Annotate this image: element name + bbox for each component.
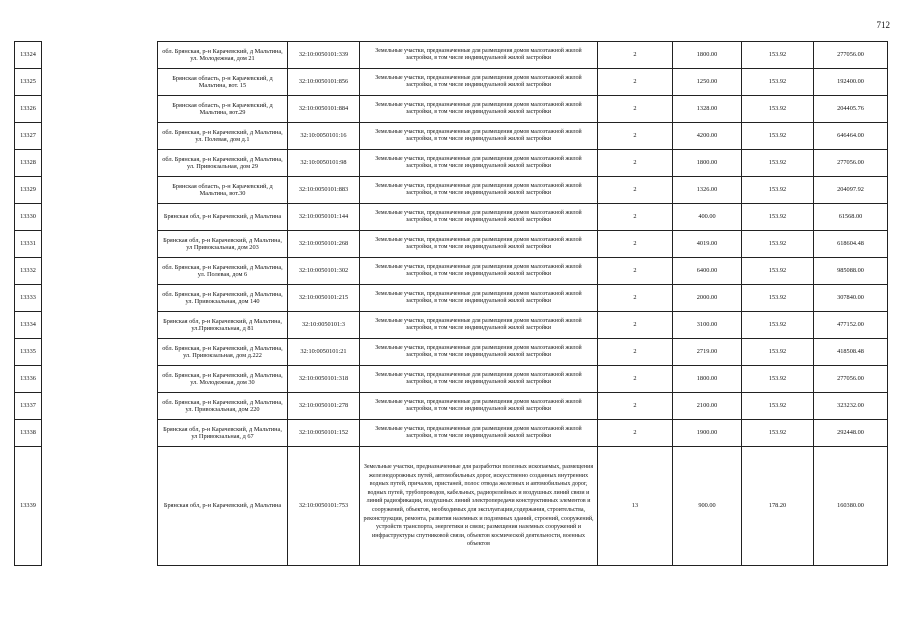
- cadastral-value-cell: 277056.00: [814, 150, 888, 177]
- cadastral-number-cell: 32:10:0050101:753: [288, 447, 360, 566]
- spacer-cell: [42, 339, 158, 366]
- area-cell: 1800.00: [673, 150, 742, 177]
- table-row: [15, 177, 888, 204]
- table-row: [15, 393, 888, 420]
- group-cell: 2: [598, 42, 673, 69]
- group-cell: 2: [598, 285, 673, 312]
- cadastral-value-cell: 160380.00: [814, 447, 888, 566]
- cadastral-number-cell: 32:10:0050101:144: [288, 204, 360, 231]
- area-cell: 2100.00: [673, 393, 742, 420]
- cadastral-number-cell: 32:10:0050101:21: [288, 339, 360, 366]
- cadastral-number-cell: 32:10:0050101:268: [288, 231, 360, 258]
- address-cell: Брянская обл, р-н Карачевский, д Мальтина, ул Привокзальная, д 67: [158, 420, 288, 447]
- spacer-cell: [42, 96, 158, 123]
- address-cell: Брянская обл, р-н Карачевский, д Мальтина: [158, 204, 288, 231]
- cadastral-number-cell: 32:10:0050101:884: [288, 96, 360, 123]
- area-cell: 1328.00: [673, 96, 742, 123]
- land-use-cell: Земельные участки, предназначенные для размещения домов малоэтажной жилой застройки, в том числе индивидуальной жилой застройки: [360, 204, 598, 231]
- area-cell: 400.00: [673, 204, 742, 231]
- table-row: [15, 366, 888, 393]
- area-cell: 4019.00: [673, 231, 742, 258]
- address-cell: обл. Брянская, р-н Карачевский, д Мальтина, ул. Привокзальная, дом 140: [158, 285, 288, 312]
- address-cell: обл. Брянская, р-н Карачевский, д Мальтина, ул. Полевая, дом 6: [158, 258, 288, 285]
- land-use-cell: Земельные участки, предназначенные для размещения домов малоэтажной жилой застройки, в том числе индивидуальной жилой застройки: [360, 285, 598, 312]
- address-cell: обл. Брянская, р-н Карачевский, д Мальтина, ул. Молодежная, дом 21: [158, 42, 288, 69]
- area-cell: 1900.00: [673, 420, 742, 447]
- cadastral-number-cell: 32:10:0050101:3: [288, 312, 360, 339]
- group-cell: 2: [598, 150, 673, 177]
- cadastral-value-cell: 307840.00: [814, 285, 888, 312]
- area-cell: 3100.00: [673, 312, 742, 339]
- address-cell: Брянская обл, р-н Карачевский, д Мальтина, ул Привокзальная, дом 203: [158, 231, 288, 258]
- cadastral-number-cell: 32:10:0050101:856: [288, 69, 360, 96]
- row-number-cell: 13324: [15, 42, 42, 69]
- specific-value-cell: 153.92: [742, 123, 814, 150]
- specific-value-cell: 178.20: [742, 447, 814, 566]
- row-number-cell: 13328: [15, 150, 42, 177]
- land-use-cell: Земельные участки, предназначенные для размещения домов малоэтажной жилой застройки, в том числе индивидуальной жилой застройки: [360, 150, 598, 177]
- specific-value-cell: 153.92: [742, 42, 814, 69]
- page-number: 712: [876, 20, 890, 30]
- area-cell: 1326.00: [673, 177, 742, 204]
- area-cell: 1800.00: [673, 366, 742, 393]
- table-row: [15, 42, 888, 69]
- land-use-cell: Земельные участки, предназначенные для размещения домов малоэтажной жилой застройки, в том числе индивидуальной жилой застройки: [360, 312, 598, 339]
- address-cell: Брянская область, р-н Карачевский, д Мальтина, вот.30: [158, 177, 288, 204]
- group-cell: 2: [598, 312, 673, 339]
- cadastral-value-cell: 985088.00: [814, 258, 888, 285]
- specific-value-cell: 153.92: [742, 204, 814, 231]
- cadastral-number-cell: 32:10:0050101:98: [288, 150, 360, 177]
- specific-value-cell: 153.92: [742, 393, 814, 420]
- cadastral-value-cell: 292448.00: [814, 420, 888, 447]
- table-row: [15, 204, 888, 231]
- group-cell: 2: [598, 366, 673, 393]
- land-use-cell: Земельные участки, предназначенные для размещения домов малоэтажной жилой застройки, в том числе индивидуальной жилой застройки: [360, 42, 598, 69]
- table-row: [15, 69, 888, 96]
- spacer-cell: [42, 393, 158, 420]
- spacer-cell: [42, 258, 158, 285]
- area-cell: 1250.00: [673, 69, 742, 96]
- address-cell: Брянская область, р-н Карачевский, д Мальтина, вот.29: [158, 96, 288, 123]
- group-cell: 2: [598, 231, 673, 258]
- cadastral-value-cell: 277056.00: [814, 42, 888, 69]
- spacer-cell: [42, 123, 158, 150]
- specific-value-cell: 153.92: [742, 312, 814, 339]
- land-use-cell: Земельные участки, предназначенные для размещения домов малоэтажной жилой застройки, в том числе индивидуальной жилой застройки: [360, 366, 598, 393]
- land-use-cell: Земельные участки, предназначенные для размещения домов малоэтажной жилой застройки, в том числе индивидуальной жилой застройки: [360, 420, 598, 447]
- cadastral-value-cell: 646464.00: [814, 123, 888, 150]
- group-cell: 2: [598, 69, 673, 96]
- group-cell: 2: [598, 393, 673, 420]
- specific-value-cell: 153.92: [742, 339, 814, 366]
- row-number-cell: 13336: [15, 366, 42, 393]
- cadastral-value-cell: 204097.92: [814, 177, 888, 204]
- cadastral-number-cell: 32:10:0050101:318: [288, 366, 360, 393]
- cadastral-number-cell: 32:10:0050101:339: [288, 42, 360, 69]
- land-use-cell: Земельные участки, предназначенные для размещения домов малоэтажной жилой застройки, в том числе индивидуальной жилой застройки: [360, 393, 598, 420]
- row-number-cell: 13334: [15, 312, 42, 339]
- land-use-cell: Земельные участки, предназначенные для размещения домов малоэтажной жилой застройки, в том числе индивидуальной жилой застройки: [360, 123, 598, 150]
- specific-value-cell: 153.92: [742, 231, 814, 258]
- specific-value-cell: 153.92: [742, 177, 814, 204]
- land-use-cell: Земельные участки, предназначенные для разработки полезных ископаемых, размещения железнодорожных путей, автомобильных дорог, искусственно созданных внутренних водных путей, причалов, пристаней, полос отвода железных и автомобильных дорог, водных путей, трубопроводов, кабельных, радиорелейных и воздушных линий связи и линий радиофикации, воздушных линий электропередачи конструктивных элементов и сооружений, объектов, необходимых для эксплуатации,содержания, строительства, реконструкции, ремонта, развития наземных и подземных зданий, строений, сооружений, устройств транспорта, энергетики и связи; размещения наземных сооружений и инфраструктуры спутниковой связи, объектов космической деятельности, военных объектов: [360, 447, 598, 566]
- specific-value-cell: 153.92: [742, 258, 814, 285]
- table-row: [15, 420, 888, 447]
- cadastral-number-cell: 32:10:0050101:278: [288, 393, 360, 420]
- cadastral-value-cell: 61568.00: [814, 204, 888, 231]
- row-number-cell: 13330: [15, 204, 42, 231]
- cadastral-value-cell: 618604.48: [814, 231, 888, 258]
- area-cell: 2000.00: [673, 285, 742, 312]
- group-cell: 2: [598, 339, 673, 366]
- group-cell: 2: [598, 204, 673, 231]
- spacer-cell: [42, 150, 158, 177]
- table-body: [15, 42, 888, 566]
- cadastral-value-cell: 277056.00: [814, 366, 888, 393]
- cadastral-value-cell: 204405.76: [814, 96, 888, 123]
- row-number-cell: 13331: [15, 231, 42, 258]
- group-cell: 2: [598, 123, 673, 150]
- table-row: [15, 96, 888, 123]
- address-cell: обл. Брянская, р-н Карачевский, д Мальтина, ул. Привокзальная, дом 220: [158, 393, 288, 420]
- row-number-cell: 13337: [15, 393, 42, 420]
- group-cell: 2: [598, 420, 673, 447]
- row-number-cell: 13335: [15, 339, 42, 366]
- cadastral-value-cell: 192400.00: [814, 69, 888, 96]
- land-use-cell: Земельные участки, предназначенные для размещения домов малоэтажной жилой застройки, в том числе индивидуальной жилой застройки: [360, 231, 598, 258]
- spacer-cell: [42, 285, 158, 312]
- row-number-cell: 13338: [15, 420, 42, 447]
- address-cell: Брянская обл, р-н Карачевский, д Мальтина, ул.Привокзальная, д 81: [158, 312, 288, 339]
- cadastral-number-cell: 32:10:0050101:16: [288, 123, 360, 150]
- row-number-cell: 13333: [15, 285, 42, 312]
- row-number-cell: 13326: [15, 96, 42, 123]
- address-cell: обл. Брянская, р-н Карачевский, д Мальтина, ул. Привокзальная, дом 29: [158, 150, 288, 177]
- address-cell: обл. Брянская, р-н Карачевский, д Мальтина, ул. Полевая, дом д.1: [158, 123, 288, 150]
- spacer-cell: [42, 69, 158, 96]
- spacer-cell: [42, 204, 158, 231]
- spacer-cell: [42, 312, 158, 339]
- table-row: [15, 285, 888, 312]
- specific-value-cell: 153.92: [742, 150, 814, 177]
- address-cell: Брянская обл, р-н Карачевский, д Мальтина: [158, 447, 288, 566]
- row-number-cell: 13332: [15, 258, 42, 285]
- table-row: [15, 312, 888, 339]
- spacer-cell: [42, 447, 158, 566]
- table-row: [15, 231, 888, 258]
- spacer-cell: [42, 231, 158, 258]
- row-number-cell: 13339: [15, 447, 42, 566]
- cadastral-number-cell: 32:10:0050101:302: [288, 258, 360, 285]
- area-cell: 900.00: [673, 447, 742, 566]
- specific-value-cell: 153.92: [742, 420, 814, 447]
- area-cell: 4200.00: [673, 123, 742, 150]
- group-cell: 2: [598, 177, 673, 204]
- cadastral-number-cell: 32:10:0050101:152: [288, 420, 360, 447]
- spacer-cell: [42, 42, 158, 69]
- group-cell: 2: [598, 258, 673, 285]
- group-cell: 2: [598, 96, 673, 123]
- row-number-cell: 13325: [15, 69, 42, 96]
- land-use-cell: Земельные участки, предназначенные для размещения домов малоэтажной жилой застройки, в том числе индивидуальной жилой застройки: [360, 96, 598, 123]
- cadastral-value-cell: 418508.48: [814, 339, 888, 366]
- row-number-cell: 13327: [15, 123, 42, 150]
- table-row: [15, 123, 888, 150]
- cadastral-number-cell: 32:10:0050101:215: [288, 285, 360, 312]
- land-use-cell: Земельные участки, предназначенные для размещения домов малоэтажной жилой застройки, в том числе индивидуальной жилой застройки: [360, 339, 598, 366]
- table-row: [15, 339, 888, 366]
- specific-value-cell: 153.92: [742, 96, 814, 123]
- spacer-cell: [42, 366, 158, 393]
- area-cell: 2719.00: [673, 339, 742, 366]
- table-row: [15, 447, 888, 566]
- address-cell: обл. Брянская, р-н Карачевский, д Мальтина, ул. Молодежная, дом 30: [158, 366, 288, 393]
- spacer-cell: [42, 420, 158, 447]
- address-cell: Брянская область, р-н Карачевский, д Мальтина, вот. 15: [158, 69, 288, 96]
- spacer-cell: [42, 177, 158, 204]
- specific-value-cell: 153.92: [742, 366, 814, 393]
- row-number-cell: 13329: [15, 177, 42, 204]
- address-cell: обл. Брянская, р-н Карачевский, д Мальтина, ул. Привокзальная, дом д.222: [158, 339, 288, 366]
- land-use-cell: Земельные участки, предназначенные для размещения домов малоэтажной жилой застройки, в том числе индивидуальной жилой застройки: [360, 177, 598, 204]
- area-cell: 1800.00: [673, 42, 742, 69]
- area-cell: 6400.00: [673, 258, 742, 285]
- cadastral-value-cell: 477152.00: [814, 312, 888, 339]
- land-registry-table: [14, 41, 888, 566]
- table-row: [15, 150, 888, 177]
- table-row: [15, 258, 888, 285]
- cadastral-number-cell: 32:10:0050101:883: [288, 177, 360, 204]
- cadastral-value-cell: 323232.00: [814, 393, 888, 420]
- group-cell: 13: [598, 447, 673, 566]
- land-use-cell: Земельные участки, предназначенные для размещения домов малоэтажной жилой застройки, в том числе индивидуальной жилой застройки: [360, 69, 598, 96]
- specific-value-cell: 153.92: [742, 285, 814, 312]
- specific-value-cell: 153.92: [742, 69, 814, 96]
- land-use-cell: Земельные участки, предназначенные для размещения домов малоэтажной жилой застройки, в том числе индивидуальной жилой застройки: [360, 258, 598, 285]
